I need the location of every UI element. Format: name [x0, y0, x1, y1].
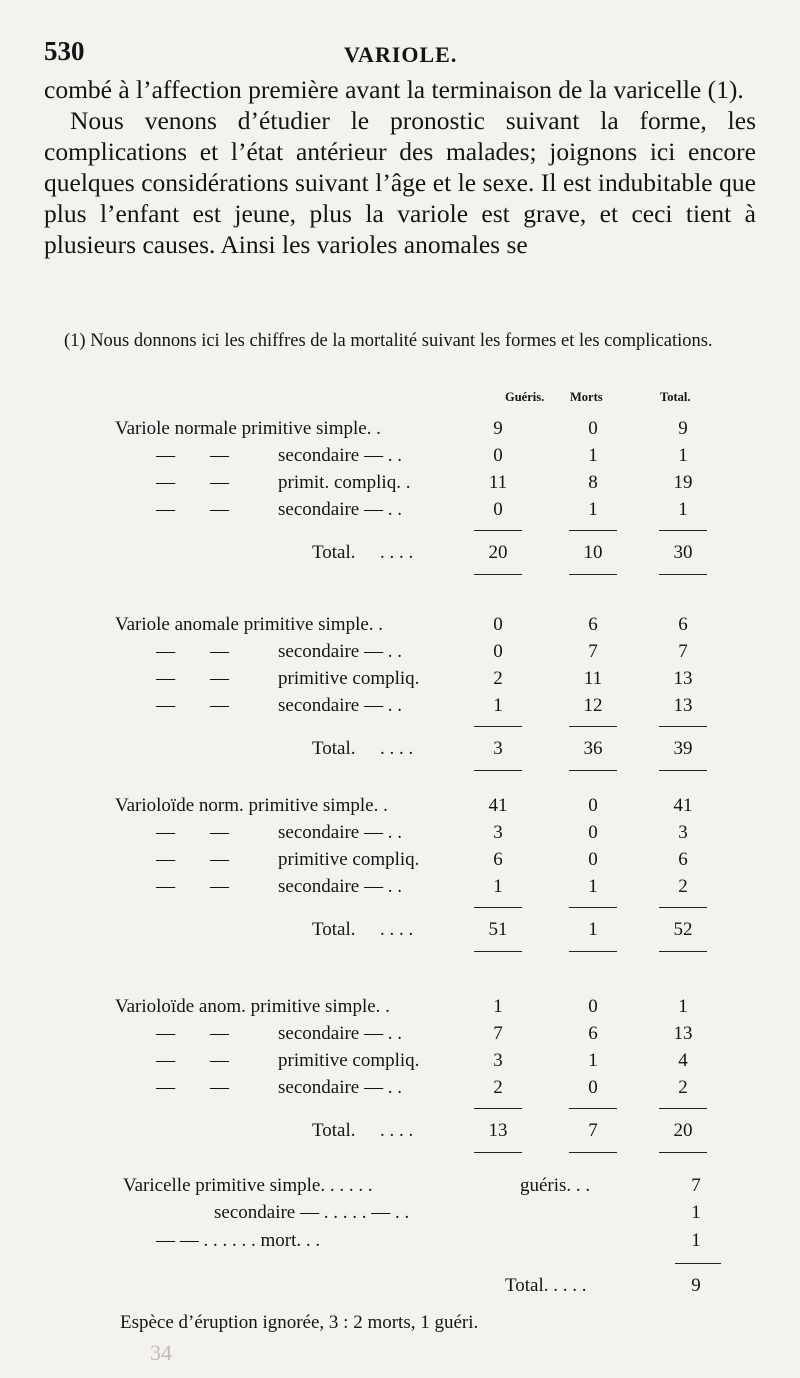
- row-label: secondaire — . .: [278, 822, 402, 843]
- ditto-dash: —: [210, 641, 229, 662]
- value-total: 52: [673, 919, 693, 940]
- table-row: [0, 1175, 800, 1201]
- dots: . . . .: [380, 919, 414, 940]
- dots: . . . .: [380, 738, 414, 759]
- value-morts: 36: [583, 738, 603, 759]
- value-morts: 1: [588, 876, 598, 897]
- total-label: Total. . . . .: [505, 1275, 587, 1296]
- column-header-morts: Morts: [570, 390, 603, 404]
- value-morts: 6: [588, 614, 598, 635]
- value-total: 7: [678, 641, 688, 662]
- ditto-dash: —: [156, 849, 175, 870]
- row-status: guéris. . .: [520, 1175, 591, 1196]
- value-gueris: 3: [493, 738, 503, 759]
- row-label: primitive compliq.: [278, 668, 420, 689]
- value-morts: 0: [588, 1077, 598, 1098]
- row-label: Varioloïde anom. primitive simple. .: [115, 996, 390, 1017]
- value-total: 7: [691, 1175, 701, 1196]
- ditto-dash: —: [210, 1050, 229, 1071]
- value-gueris: 13: [488, 1120, 508, 1141]
- value-morts: 6: [588, 1023, 598, 1044]
- value-morts: 7: [588, 641, 598, 662]
- row-label: secondaire — . .: [278, 1077, 402, 1098]
- value-gueris: 0: [493, 499, 503, 520]
- value-gueris: 1: [493, 695, 503, 716]
- ditto-dash: —: [156, 822, 175, 843]
- value-morts: 0: [588, 418, 598, 439]
- value-gueris: 0: [493, 614, 503, 635]
- ditto-dash: —: [156, 499, 175, 520]
- value-gueris: 3: [493, 822, 503, 843]
- value-gueris: 20: [488, 542, 508, 563]
- value-total: 13: [673, 668, 693, 689]
- value-total: 4: [678, 1050, 688, 1071]
- value-morts: 1: [588, 1050, 598, 1071]
- value-total: 2: [678, 1077, 688, 1098]
- ditto-dash: —: [210, 668, 229, 689]
- row-label: — — . . . . . . mort. . .: [156, 1230, 321, 1251]
- ditto-dash: —: [210, 1023, 229, 1044]
- value-total: 41: [673, 795, 693, 816]
- ditto-dash: —: [210, 822, 229, 843]
- value-morts: 12: [583, 695, 603, 716]
- total-label: Total.: [312, 738, 356, 759]
- row-label: secondaire — . .: [278, 695, 402, 716]
- value-total: 13: [673, 695, 693, 716]
- table-row: [0, 1202, 800, 1228]
- value-total: 9: [678, 418, 688, 439]
- total-row: [0, 1275, 800, 1301]
- value-gueris: 51: [488, 919, 508, 940]
- value-gueris: 1: [493, 876, 503, 897]
- value-total: 1: [678, 445, 688, 466]
- paragraph: combé à l’affection première avant la terminaison de la varicelle (1).: [44, 75, 744, 104]
- value-morts: 0: [588, 849, 598, 870]
- row-label: secondaire — . .: [278, 876, 402, 897]
- page-number: 530: [44, 36, 85, 66]
- signature-mark: 34: [150, 1340, 172, 1365]
- ditto-dash: —: [210, 849, 229, 870]
- ditto-dash: —: [156, 472, 175, 493]
- value-gueris: 41: [488, 795, 508, 816]
- ditto-dash: —: [156, 1023, 175, 1044]
- footnote-text: (1) Nous donnons ici les chiffres de la mortalité suivant les formes et les complications.: [64, 331, 713, 351]
- value-total: 1: [678, 499, 688, 520]
- ditto-dash: —: [156, 445, 175, 466]
- value-gueris: 3: [493, 1050, 503, 1071]
- value-gueris: 0: [493, 445, 503, 466]
- ditto-dash: —: [210, 1077, 229, 1098]
- value-morts: 0: [588, 795, 598, 816]
- value-total: 39: [673, 738, 693, 759]
- value-morts: 11: [583, 668, 603, 689]
- column-header-gueris: Guéris.: [505, 390, 545, 404]
- ditto-dash: —: [156, 695, 175, 716]
- value-gueris: 2: [493, 668, 503, 689]
- row-label: secondaire — . .: [278, 1023, 402, 1044]
- row-label: primitive compliq.: [278, 849, 420, 870]
- value-total: 1: [678, 996, 688, 1017]
- closing-note: Espèce d’éruption ignorée, 3 : 2 morts, 1 guéri.: [120, 1312, 479, 1333]
- value-gueris: 6: [493, 849, 503, 870]
- row-label: secondaire — . .: [278, 641, 402, 662]
- row-label: Varioloïde norm. primitive simple. .: [115, 795, 388, 816]
- value-total: 6: [678, 614, 688, 635]
- dots: . . . .: [380, 1120, 414, 1141]
- value-morts: 0: [588, 996, 598, 1017]
- value-gueris: 0: [493, 641, 503, 662]
- value-total: 13: [673, 1023, 693, 1044]
- value-total: 30: [673, 542, 693, 563]
- row-label: secondaire — . . . . . — . .: [214, 1202, 410, 1223]
- value-total: 9: [691, 1275, 701, 1296]
- value-total: 20: [673, 1120, 693, 1141]
- value-gueris: 9: [493, 418, 503, 439]
- total-label: Total.: [312, 1120, 356, 1141]
- ditto-dash: —: [156, 1050, 175, 1071]
- ditto-dash: —: [210, 472, 229, 493]
- value-total: 6: [678, 849, 688, 870]
- value-morts: 1: [588, 499, 598, 520]
- paragraph: Nous venons d’étudier le pronostic suivant la forme, les complications et l’état antérieur des malades; joignons ici encore quelques considérations suivant l’âge et le sexe. Il est indubitable que plus l’enfant est jeune, plus la variole est grave, et ceci tient à plusieurs causes. Ainsi les varioles anomales se: [44, 106, 756, 259]
- ditto-dash: —: [156, 1077, 175, 1098]
- ditto-dash: —: [156, 641, 175, 662]
- row-label: secondaire — . .: [278, 445, 402, 466]
- row-label: Variole anomale primitive simple. .: [115, 614, 384, 635]
- value-total: 2: [678, 876, 688, 897]
- ditto-dash: —: [156, 876, 175, 897]
- value-morts: 10: [583, 542, 603, 563]
- value-total: 1: [691, 1202, 701, 1223]
- row-label: Variole normale primitive simple. .: [115, 418, 381, 439]
- value-total: 19: [673, 472, 693, 493]
- value-total: 1: [691, 1230, 701, 1251]
- value-gueris: 1: [493, 996, 503, 1017]
- column-header-total: Total.: [660, 390, 691, 404]
- row-label: primit. compliq. .: [278, 472, 411, 493]
- value-morts: 7: [588, 1120, 598, 1141]
- value-total: 3: [678, 822, 688, 843]
- row-label: secondaire — . .: [278, 499, 402, 520]
- value-morts: 1: [588, 919, 598, 940]
- value-gueris: 7: [493, 1023, 503, 1044]
- sum-rule: [675, 1263, 721, 1264]
- ditto-dash: —: [210, 445, 229, 466]
- value-morts: 8: [588, 472, 598, 493]
- ditto-dash: —: [210, 876, 229, 897]
- ditto-dash: —: [210, 499, 229, 520]
- value-morts: 1: [588, 445, 598, 466]
- value-gueris: 11: [488, 472, 508, 493]
- total-label: Total.: [312, 542, 356, 563]
- row-label: Varicelle primitive simple. . . . . .: [123, 1175, 373, 1196]
- ditto-dash: —: [156, 668, 175, 689]
- total-label: Total.: [312, 919, 356, 940]
- row-label: primitive compliq.: [278, 1050, 420, 1071]
- table-row: [0, 1230, 800, 1256]
- running-title: VARIOLE.: [344, 42, 458, 67]
- ditto-dash: —: [210, 695, 229, 716]
- value-gueris: 2: [493, 1077, 503, 1098]
- dots: . . . .: [380, 542, 414, 563]
- value-morts: 0: [588, 822, 598, 843]
